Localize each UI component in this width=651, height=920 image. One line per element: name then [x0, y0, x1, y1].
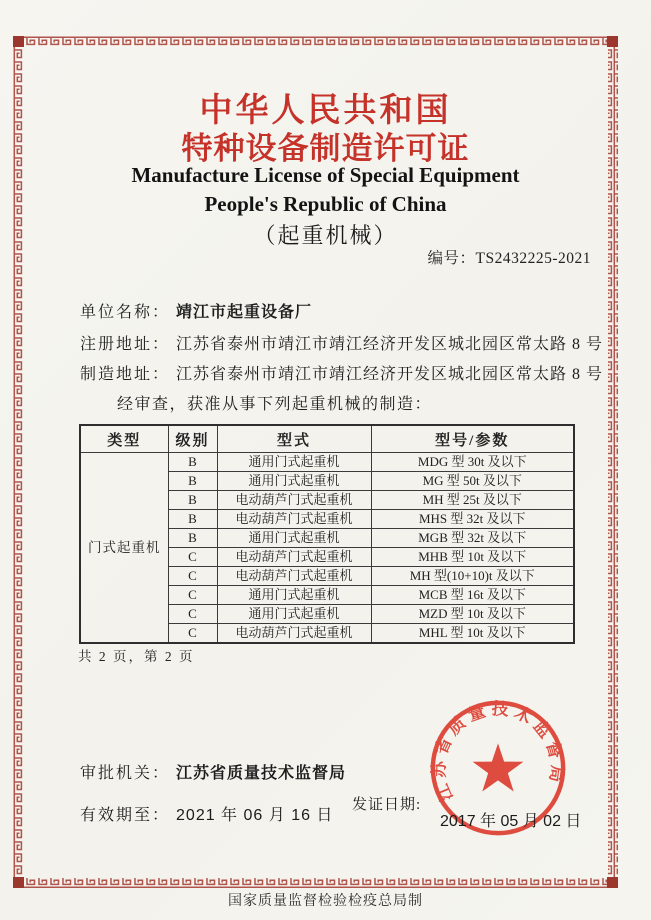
border-corner-bl: [13, 877, 24, 888]
cell-model: MHL 型 10t 及以下: [371, 624, 574, 644]
cell-grade: C: [168, 586, 217, 605]
cell-grade: B: [168, 472, 217, 491]
red-star-icon: [473, 743, 524, 791]
border-corner-tr: [607, 36, 618, 47]
approval-organ-label: 审批机关：: [80, 765, 171, 782]
cell-model: MHB 型 10t 及以下: [371, 548, 574, 567]
table-header-row: [80, 425, 574, 453]
approval-organ-value: 江苏省质量技术监督局: [176, 765, 347, 782]
cell-model: MHS 型 32t 及以下: [371, 510, 574, 529]
registered-address-value: 江苏省泰州市靖江市靖江经济开发区城北园区常太路 8 号: [176, 336, 604, 353]
border-corner-tl: [13, 36, 24, 47]
cell-model: MGB 型 32t 及以下: [371, 529, 574, 548]
issue-date-label: 发证日期:: [352, 797, 422, 813]
cell-form: 通用门式起重机: [217, 453, 371, 472]
registered-address-line: [80, 331, 603, 354]
registered-address-label: 注册地址：: [80, 336, 171, 353]
seal-text: 江苏省质量技术监督局: [428, 698, 569, 805]
cell-form: 电动葫芦门式起重机: [217, 624, 371, 644]
manufacture-address-label: 制造地址：: [80, 366, 171, 383]
col-header-model: 型号/参数: [371, 425, 574, 453]
table-row: [80, 453, 574, 472]
approval-organ-line: [80, 760, 346, 783]
issue-date-value: 2017 年 05 月 02 日: [440, 813, 582, 830]
manufacture-address-value: 江苏省泰州市靖江市靖江经济开发区城北园区常太路 8 号: [176, 366, 604, 383]
approval-note: 经审查，获准从事下列起重机械的制造：: [117, 396, 433, 413]
cell-model: MDG 型 30t 及以下: [371, 453, 574, 472]
cell-model: MCB 型 16t 及以下: [371, 586, 574, 605]
cell-form: 电动葫芦门式起重机: [217, 510, 371, 529]
title-en-line2: People's Republic of China: [204, 192, 447, 216]
unit-name-line: [80, 299, 312, 322]
license-number-line: [427, 246, 591, 268]
title-cn-line1: 中华人民共和国: [199, 90, 452, 129]
border-corner-br: [607, 877, 618, 888]
unit-name-value: 靖江市起重设备厂: [176, 304, 313, 321]
cell-type-group: 门式起重机: [80, 453, 168, 644]
cell-model: MZD 型 10t 及以下: [371, 605, 574, 624]
cell-grade: B: [168, 453, 217, 472]
cell-model: MH 型 25t 及以下: [371, 491, 574, 510]
manufacture-address-line: [80, 361, 603, 384]
license-table-body: [80, 453, 574, 644]
cell-grade: C: [168, 605, 217, 624]
license-number-label: 编号：: [427, 250, 476, 267]
cell-form: 通用门式起重机: [217, 472, 371, 491]
cell-form: 电动葫芦门式起重机: [217, 491, 371, 510]
valid-until-value: 2021 年 06 月 16 日: [176, 807, 334, 824]
cell-form: 电动葫芦门式起重机: [217, 548, 371, 567]
cell-model: MG 型 50t 及以下: [371, 472, 574, 491]
col-header-form: 型式: [217, 425, 371, 453]
col-header-grade: 级别: [168, 425, 217, 453]
cell-grade: B: [168, 529, 217, 548]
cell-form: 电动葫芦门式起重机: [217, 567, 371, 586]
issuing-authority-footer: 国家质量监督检验检疫总局制: [228, 894, 423, 909]
equipment-category-subtitle: （起重机械）: [253, 223, 398, 248]
unit-name-label: 单位名称：: [80, 304, 171, 321]
cell-model: MH 型(10+10)t 及以下: [371, 567, 574, 586]
cell-grade: B: [168, 491, 217, 510]
cell-grade: C: [168, 548, 217, 567]
title-cn-line2: 特种设备制造许可证: [181, 131, 470, 167]
cell-grade: C: [168, 567, 217, 586]
license-number-value: TS2432225-2021: [475, 250, 591, 267]
cell-grade: B: [168, 510, 217, 529]
title-en-line1: Manufacture License of Special Equipment: [131, 163, 520, 187]
col-header-type: 类型: [80, 425, 168, 453]
cell-grade: C: [168, 624, 217, 644]
page-count-note: 共 2 页，第 2 页: [78, 649, 195, 664]
valid-until-label: 有效期至：: [80, 807, 171, 824]
cell-form: 通用门式起重机: [217, 529, 371, 548]
valid-until-line: [80, 802, 333, 825]
license-scope-table: [79, 424, 575, 644]
border-top: [13, 36, 618, 46]
border-bottom: [13, 878, 618, 888]
cell-form: 通用门式起重机: [217, 605, 371, 624]
cell-form: 通用门式起重机: [217, 586, 371, 605]
